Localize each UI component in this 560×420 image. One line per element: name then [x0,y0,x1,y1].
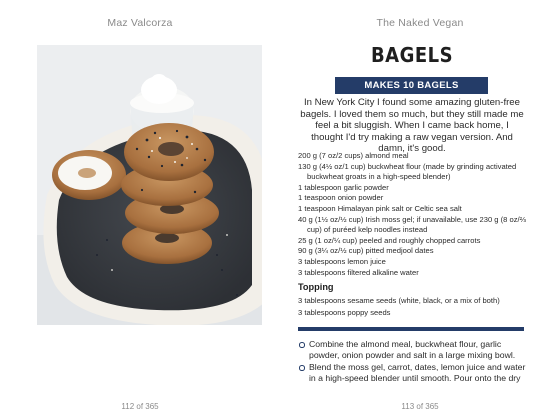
topping-item: 3 tablespoons poppy seeds [298,307,391,317]
bagel-photo [37,45,262,325]
method-step [298,362,526,383]
left-page-number: 112 of 365 [121,402,159,411]
ingredient-item: 3 tablespoons lemon juice [298,256,386,266]
right-page-number: 113 of 365 [401,402,439,411]
ingredient-item: 25 g (1 oz/¼ cup) peeled and roughly chopped carrots [298,235,481,245]
topping-item: 3 tablespoons sesame seeds (white, black, or a mix of both) [298,296,500,305]
ingredient-item: 1 tablespoon garlic powder [298,182,389,192]
ingredient-item: 1 teaspoon onion powder [298,193,384,203]
method-steps [298,339,526,385]
recipe-intro: In New York City I found some amazing gluten-free bagels. I loved them so much, but they still made me feel a bit sluggish. When I came back home, I thought I'd try making a raw vegan version. And damn, it's good. [300,97,524,155]
bullet-icon [299,342,305,348]
method-step [298,339,526,360]
bullet-icon [299,365,305,371]
method-step-text: Blend the moss gel, carrot, dates, lemon juice and water in a high-speed blender until smooth. Pour onto the dry [309,362,526,383]
ingredient-item: 90 g (3¼ oz/½ cup) pitted medjool dates [298,246,434,256]
ingredient-item: 200 g (7 oz/2 cups) almond meal [298,151,409,160]
ingredient-item: 3 tablespoons filtered alkaline water [298,267,419,277]
topping-heading: Topping [298,282,334,292]
right-running-header: The Naked Vegan [376,17,464,29]
ingredient-item: 130 g (4½ oz/1 cup) buckwheat flour (made by grinding activated buckwheat groats in a high-speed blender) [298,161,517,182]
left-running-header: Maz Valcorza [107,17,173,29]
yield-banner: MAKES 10 BAGELS [335,77,488,94]
ingredient-item: 40 g (1½ oz/½ cup) Irish moss gel; if unavailable, use 230 g (8 oz/⅔ cup) of puréed kelp noodles instead [298,214,526,235]
ingredient-list [298,151,526,278]
recipe-title: BAGELS [370,43,454,67]
ingredient-item: 1 teaspoon Himalayan pink salt or Celtic sea salt [298,203,462,213]
method-step-text: Combine the almond meal, buckwheat flour, garlic powder, onion powder and salt in a large mixing bowl. [309,339,516,360]
topping-list [298,295,526,318]
section-divider [298,327,524,331]
bagel-photo-illustration [37,45,262,325]
